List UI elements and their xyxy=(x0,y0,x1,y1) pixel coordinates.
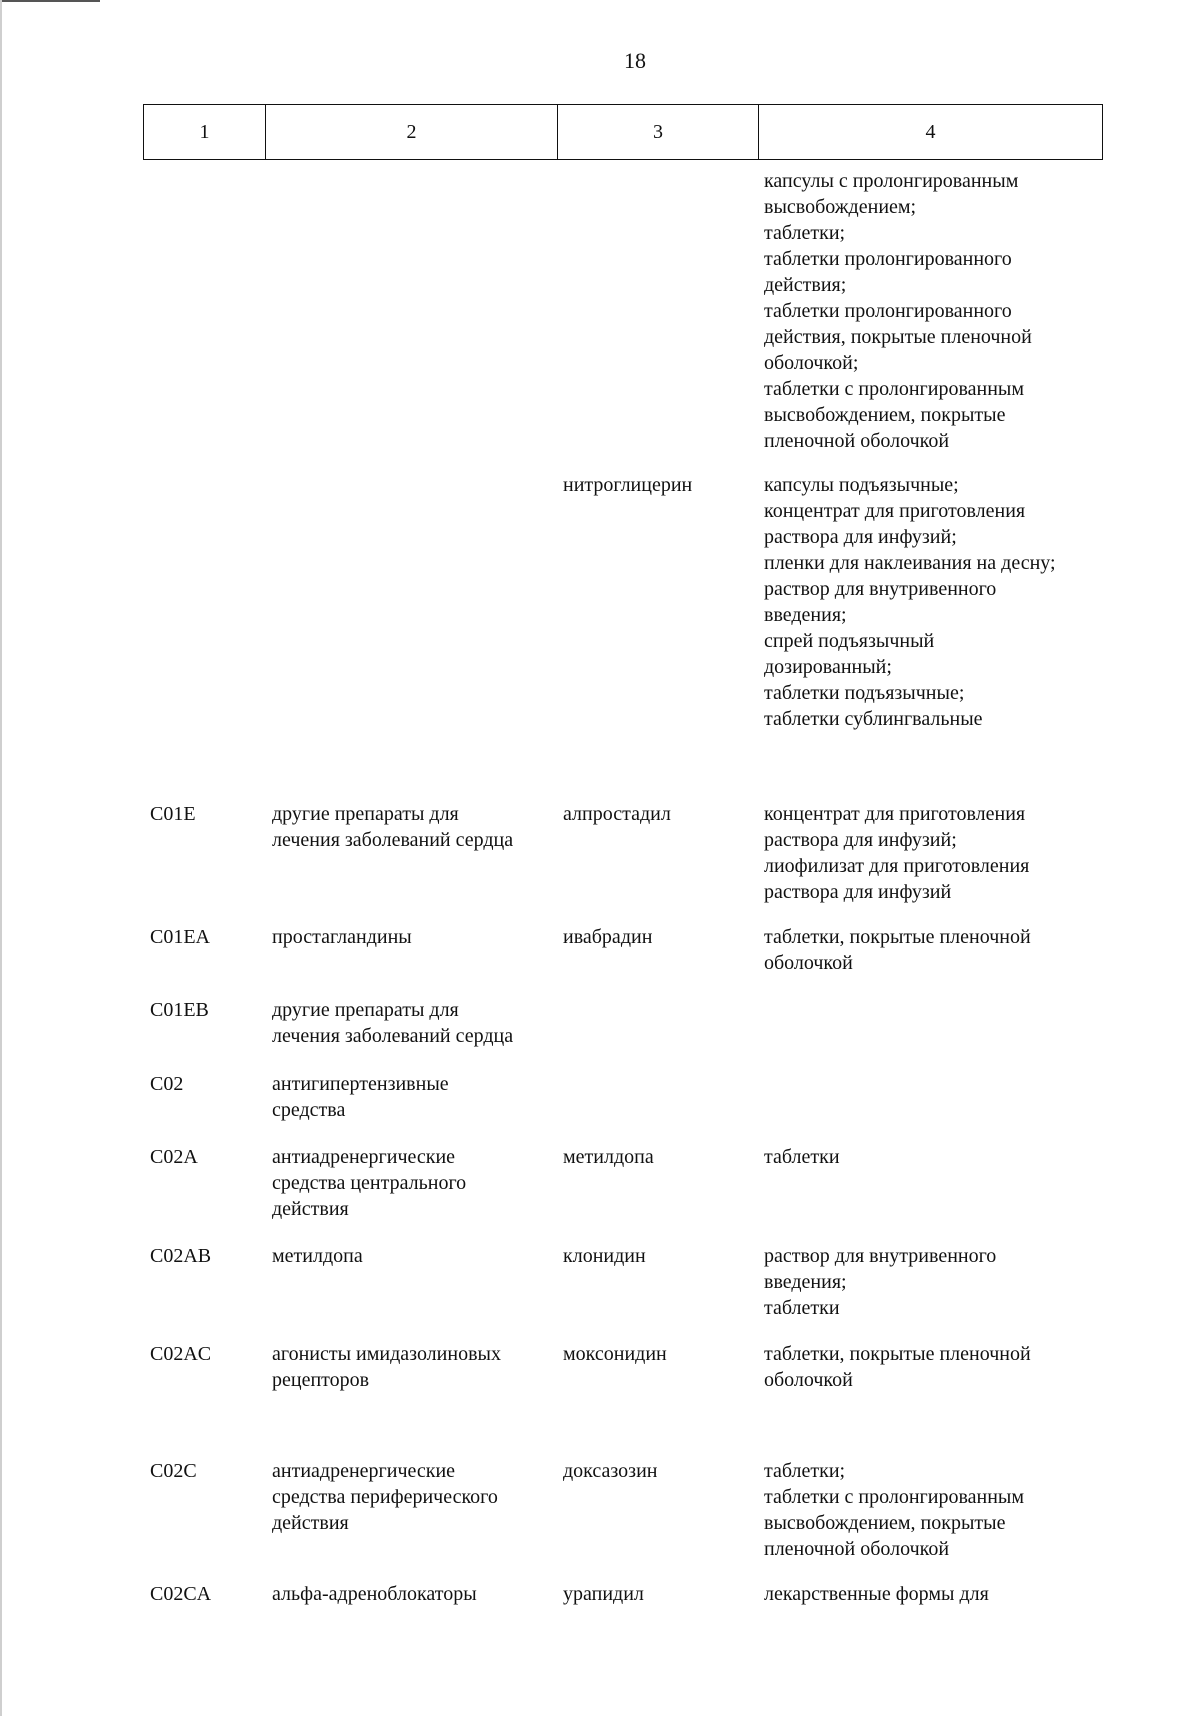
atc-code-line: C02C xyxy=(150,1460,197,1482)
dosage-forms xyxy=(764,472,1056,732)
atc-group-name xyxy=(272,1144,466,1222)
dosage-forms-line: таблетки пролонгированного xyxy=(764,300,1012,322)
atc-group-name xyxy=(272,1243,363,1269)
dosage-forms-line: раствора для инфузий; xyxy=(764,829,957,851)
atc-group-name-line: альфа-адреноблокаторы xyxy=(272,1583,477,1605)
drug-name-line: метилдопа xyxy=(563,1146,654,1168)
dosage-forms xyxy=(764,801,1029,905)
dosage-forms-line: капсулы подъязычные; xyxy=(764,474,959,496)
atc-code-line: C01EB xyxy=(150,999,209,1021)
dosage-forms-line: капсулы с пролонгированным xyxy=(764,170,1019,192)
dosage-forms-line: лиофилизат для приготовления xyxy=(764,855,1030,877)
atc-group-name-line: агонисты имидазолиновых xyxy=(272,1343,501,1365)
atc-group-name xyxy=(272,1071,449,1123)
drug-name xyxy=(563,1341,667,1367)
atc-group-name xyxy=(272,801,513,853)
dosage-forms-line: таблетки xyxy=(764,1297,840,1319)
atc-code xyxy=(150,1581,211,1607)
dosage-forms-line: пленки для наклеивания на десну; xyxy=(764,552,1056,574)
atc-code-line: C02 xyxy=(150,1073,184,1095)
dosage-forms-line: концентрат для приготовления xyxy=(764,803,1026,825)
dosage-forms-line: оболочкой xyxy=(764,952,853,974)
dosage-forms-line: лекарственные формы для xyxy=(764,1583,989,1605)
atc-group-name-line: лечения заболеваний сердца xyxy=(272,1025,514,1047)
column-header-1: 1 xyxy=(144,105,266,159)
atc-group-name-line: другие препараты для xyxy=(272,803,459,825)
dosage-forms-line: пленочной оболочкой xyxy=(764,1538,950,1560)
dosage-forms-line: таблетки с пролонгированным xyxy=(764,378,1025,400)
dosage-forms-line: введения; xyxy=(764,604,847,626)
dosage-forms xyxy=(764,1341,1031,1393)
dosage-forms-line: оболочкой; xyxy=(764,352,859,374)
dosage-forms-line: введения; xyxy=(764,1271,847,1293)
column-header-2: 2 xyxy=(266,105,558,159)
atc-code-line: C01E xyxy=(150,803,196,825)
atc-code xyxy=(150,1144,198,1170)
atc-group-name-line: средства центрального xyxy=(272,1172,467,1194)
atc-code xyxy=(150,1243,211,1269)
atc-group-name-line: средства периферического xyxy=(272,1486,498,1508)
atc-group-name-line: рецепторов xyxy=(272,1369,370,1391)
atc-group-name-line: антиадренергические xyxy=(272,1146,456,1168)
dosage-forms-line: таблетки, покрытые пленочной xyxy=(764,926,1031,948)
dosage-forms-line: высвобождением, покрытые xyxy=(764,404,1006,426)
atc-group-name xyxy=(272,1581,477,1607)
drug-name-line: моксонидин xyxy=(563,1343,667,1365)
drug-name xyxy=(563,801,671,827)
atc-code-line: C02AB xyxy=(150,1245,212,1267)
atc-group-name-line: действия xyxy=(272,1512,349,1534)
atc-code xyxy=(150,924,210,950)
scan-mark xyxy=(0,0,100,2)
dosage-forms xyxy=(764,1458,1024,1562)
atc-group-name-line: средства xyxy=(272,1099,346,1121)
atc-code-line: C02AC xyxy=(150,1343,212,1365)
dosage-forms-line: дозированный; xyxy=(764,656,892,678)
dosage-forms-line: таблетки с пролонгированным xyxy=(764,1486,1025,1508)
dosage-forms-line: таблетки подъязычные; xyxy=(764,682,965,704)
dosage-forms-line: раствор для внутривенного xyxy=(764,578,997,600)
page-number: 18 xyxy=(624,48,646,73)
atc-code-line: C01EA xyxy=(150,926,210,948)
drug-name-line: ивабрадин xyxy=(563,926,653,948)
drug-name-line: доксазозин xyxy=(563,1460,658,1482)
dosage-forms xyxy=(764,924,1031,976)
atc-group-name xyxy=(272,997,513,1049)
dosage-forms-line: высвобождением; xyxy=(764,196,917,218)
scan-edge xyxy=(0,0,2,1716)
drug-name xyxy=(563,1581,644,1607)
dosage-forms-line: концентрат для приготовления xyxy=(764,500,1026,522)
atc-group-name-line: другие препараты для xyxy=(272,999,459,1021)
dosage-forms-line: раствора для инфузий xyxy=(764,881,952,903)
dosage-forms xyxy=(764,168,1032,454)
drug-name-line: алпростадил xyxy=(563,803,671,825)
drug-name-line: нитроглицерин xyxy=(563,474,693,496)
atc-group-name-line: лечения заболеваний сердца xyxy=(272,829,514,851)
atc-code-line: C02CA xyxy=(150,1583,212,1605)
atc-code xyxy=(150,1458,197,1484)
atc-code xyxy=(150,997,209,1023)
atc-code xyxy=(150,801,196,827)
column-header-row xyxy=(143,104,1103,160)
dosage-forms-line: раствора для инфузий; xyxy=(764,526,957,548)
dosage-forms-line: оболочкой xyxy=(764,1369,853,1391)
atc-group-name xyxy=(272,1458,498,1536)
dosage-forms-line: таблетки; xyxy=(764,1460,846,1482)
drug-name xyxy=(563,472,692,498)
dosage-forms-line: спрей подъязычный xyxy=(764,630,935,652)
drug-name xyxy=(563,1144,654,1170)
drug-name xyxy=(563,924,652,950)
column-header-3: 3 xyxy=(558,105,759,159)
atc-group-name-line: антиадренергические xyxy=(272,1460,456,1482)
atc-code-line: C02A xyxy=(150,1146,198,1168)
atc-group-name-line: действия xyxy=(272,1198,349,1220)
atc-group-name-line: антигипертензивные xyxy=(272,1073,449,1095)
atc-code xyxy=(150,1071,183,1097)
dosage-forms-line: пленочной оболочкой xyxy=(764,430,950,452)
dosage-forms-line: таблетки пролонгированного xyxy=(764,248,1012,270)
atc-group-name xyxy=(272,1341,501,1393)
dosage-forms xyxy=(764,1144,840,1170)
atc-code xyxy=(150,1341,211,1367)
drug-name xyxy=(563,1243,646,1269)
drug-name-line: клонидин xyxy=(563,1245,646,1267)
dosage-forms-line: таблетки, покрытые пленочной xyxy=(764,1343,1031,1365)
dosage-forms-line: раствор для внутривенного xyxy=(764,1245,997,1267)
dosage-forms xyxy=(764,1581,989,1607)
drug-name xyxy=(563,1458,657,1484)
column-header-4: 4 xyxy=(925,120,936,143)
dosage-forms-line: таблетки; xyxy=(764,222,846,244)
dosage-forms xyxy=(764,1243,996,1321)
dosage-forms-line: действия, покрытые пленочной xyxy=(764,326,1032,348)
drug-name-line: урапидил xyxy=(563,1583,644,1605)
atc-group-name-line: простагландины xyxy=(272,926,412,948)
dosage-forms-line: таблетки xyxy=(764,1146,840,1168)
dosage-forms-line: таблетки сублингвальные xyxy=(764,708,983,730)
atc-group-name-line: метилдопа xyxy=(272,1245,363,1267)
atc-group-name xyxy=(272,924,412,950)
dosage-forms-line: высвобождением, покрытые xyxy=(764,1512,1006,1534)
dosage-forms-line: действия; xyxy=(764,274,847,296)
